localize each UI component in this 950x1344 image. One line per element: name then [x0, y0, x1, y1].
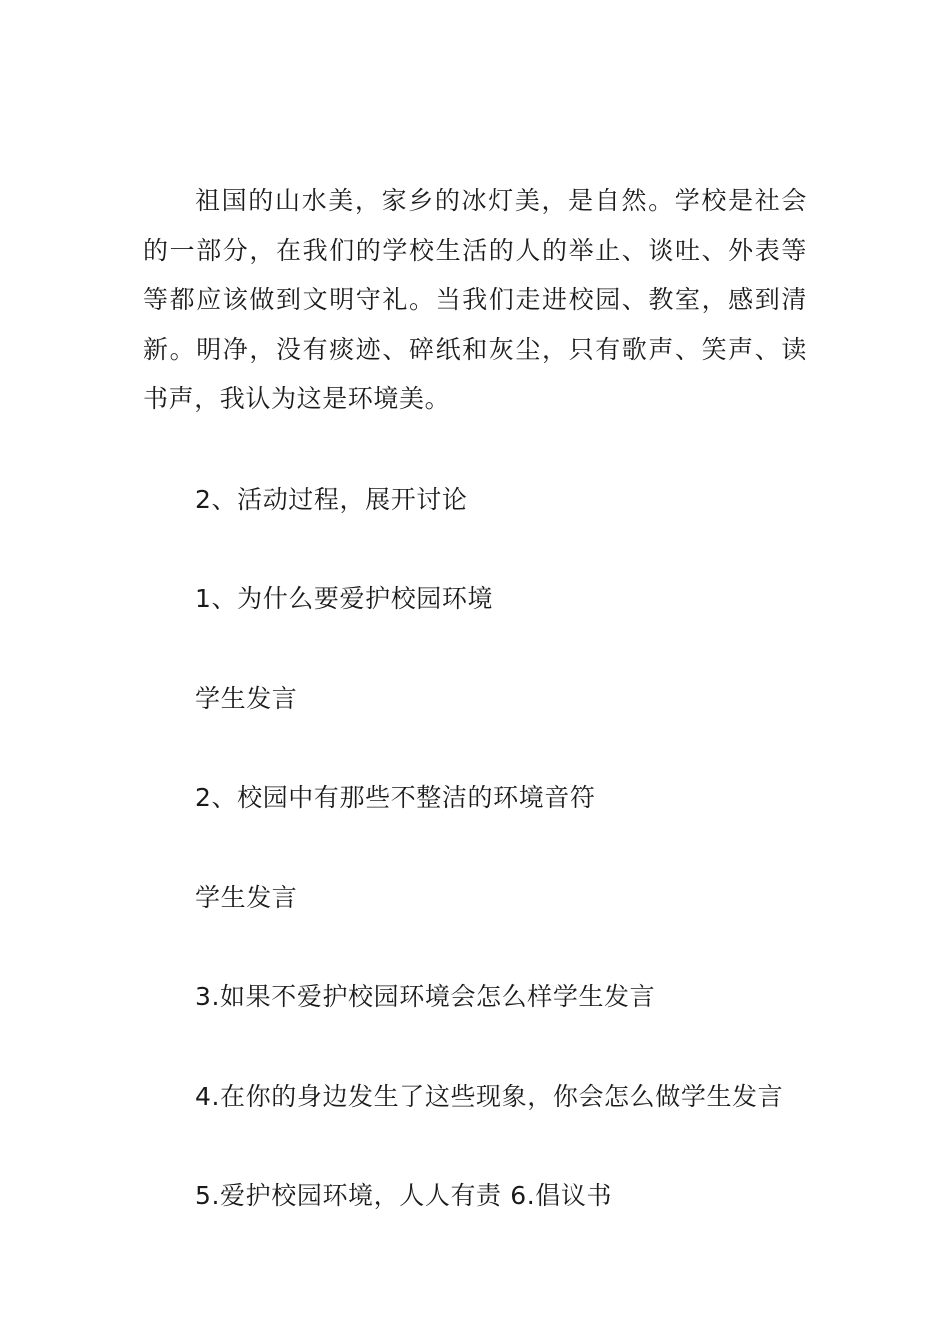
- question-consequences: 3.如果不爱护校园环境会怎么样学生发言: [195, 982, 656, 1011]
- intro-paragraph: 祖国的山水美，家乡的冰灯美，是自然。学校是社会的一部分，在我们的学校生活的人的举止、谈吐、外表等等都应该做到文明守礼。当我们走进校园、教室，感到清新。明净，没有痰迹、碎纸和灰尘，只有歌声、笑声、读书声，我认为这是环境美。: [143, 186, 807, 413]
- responsibility-and-proposal: 5.爱护校园环境，人人有责 6.倡议书: [195, 1181, 613, 1210]
- question-what-to-do: 4.在你的身边发生了这些现象，你会怎么做学生发言: [195, 1082, 784, 1111]
- section-activity-process: 2、活动过程，展开讨论: [195, 485, 468, 514]
- question-why-protect: 1、为什么要爱护校园环境: [195, 584, 494, 613]
- question-untidy-places: 2、校园中有那些不整洁的环境音符: [195, 783, 596, 812]
- student-speech-2: 学生发言: [195, 883, 298, 912]
- student-speech-1: 学生发言: [195, 684, 298, 713]
